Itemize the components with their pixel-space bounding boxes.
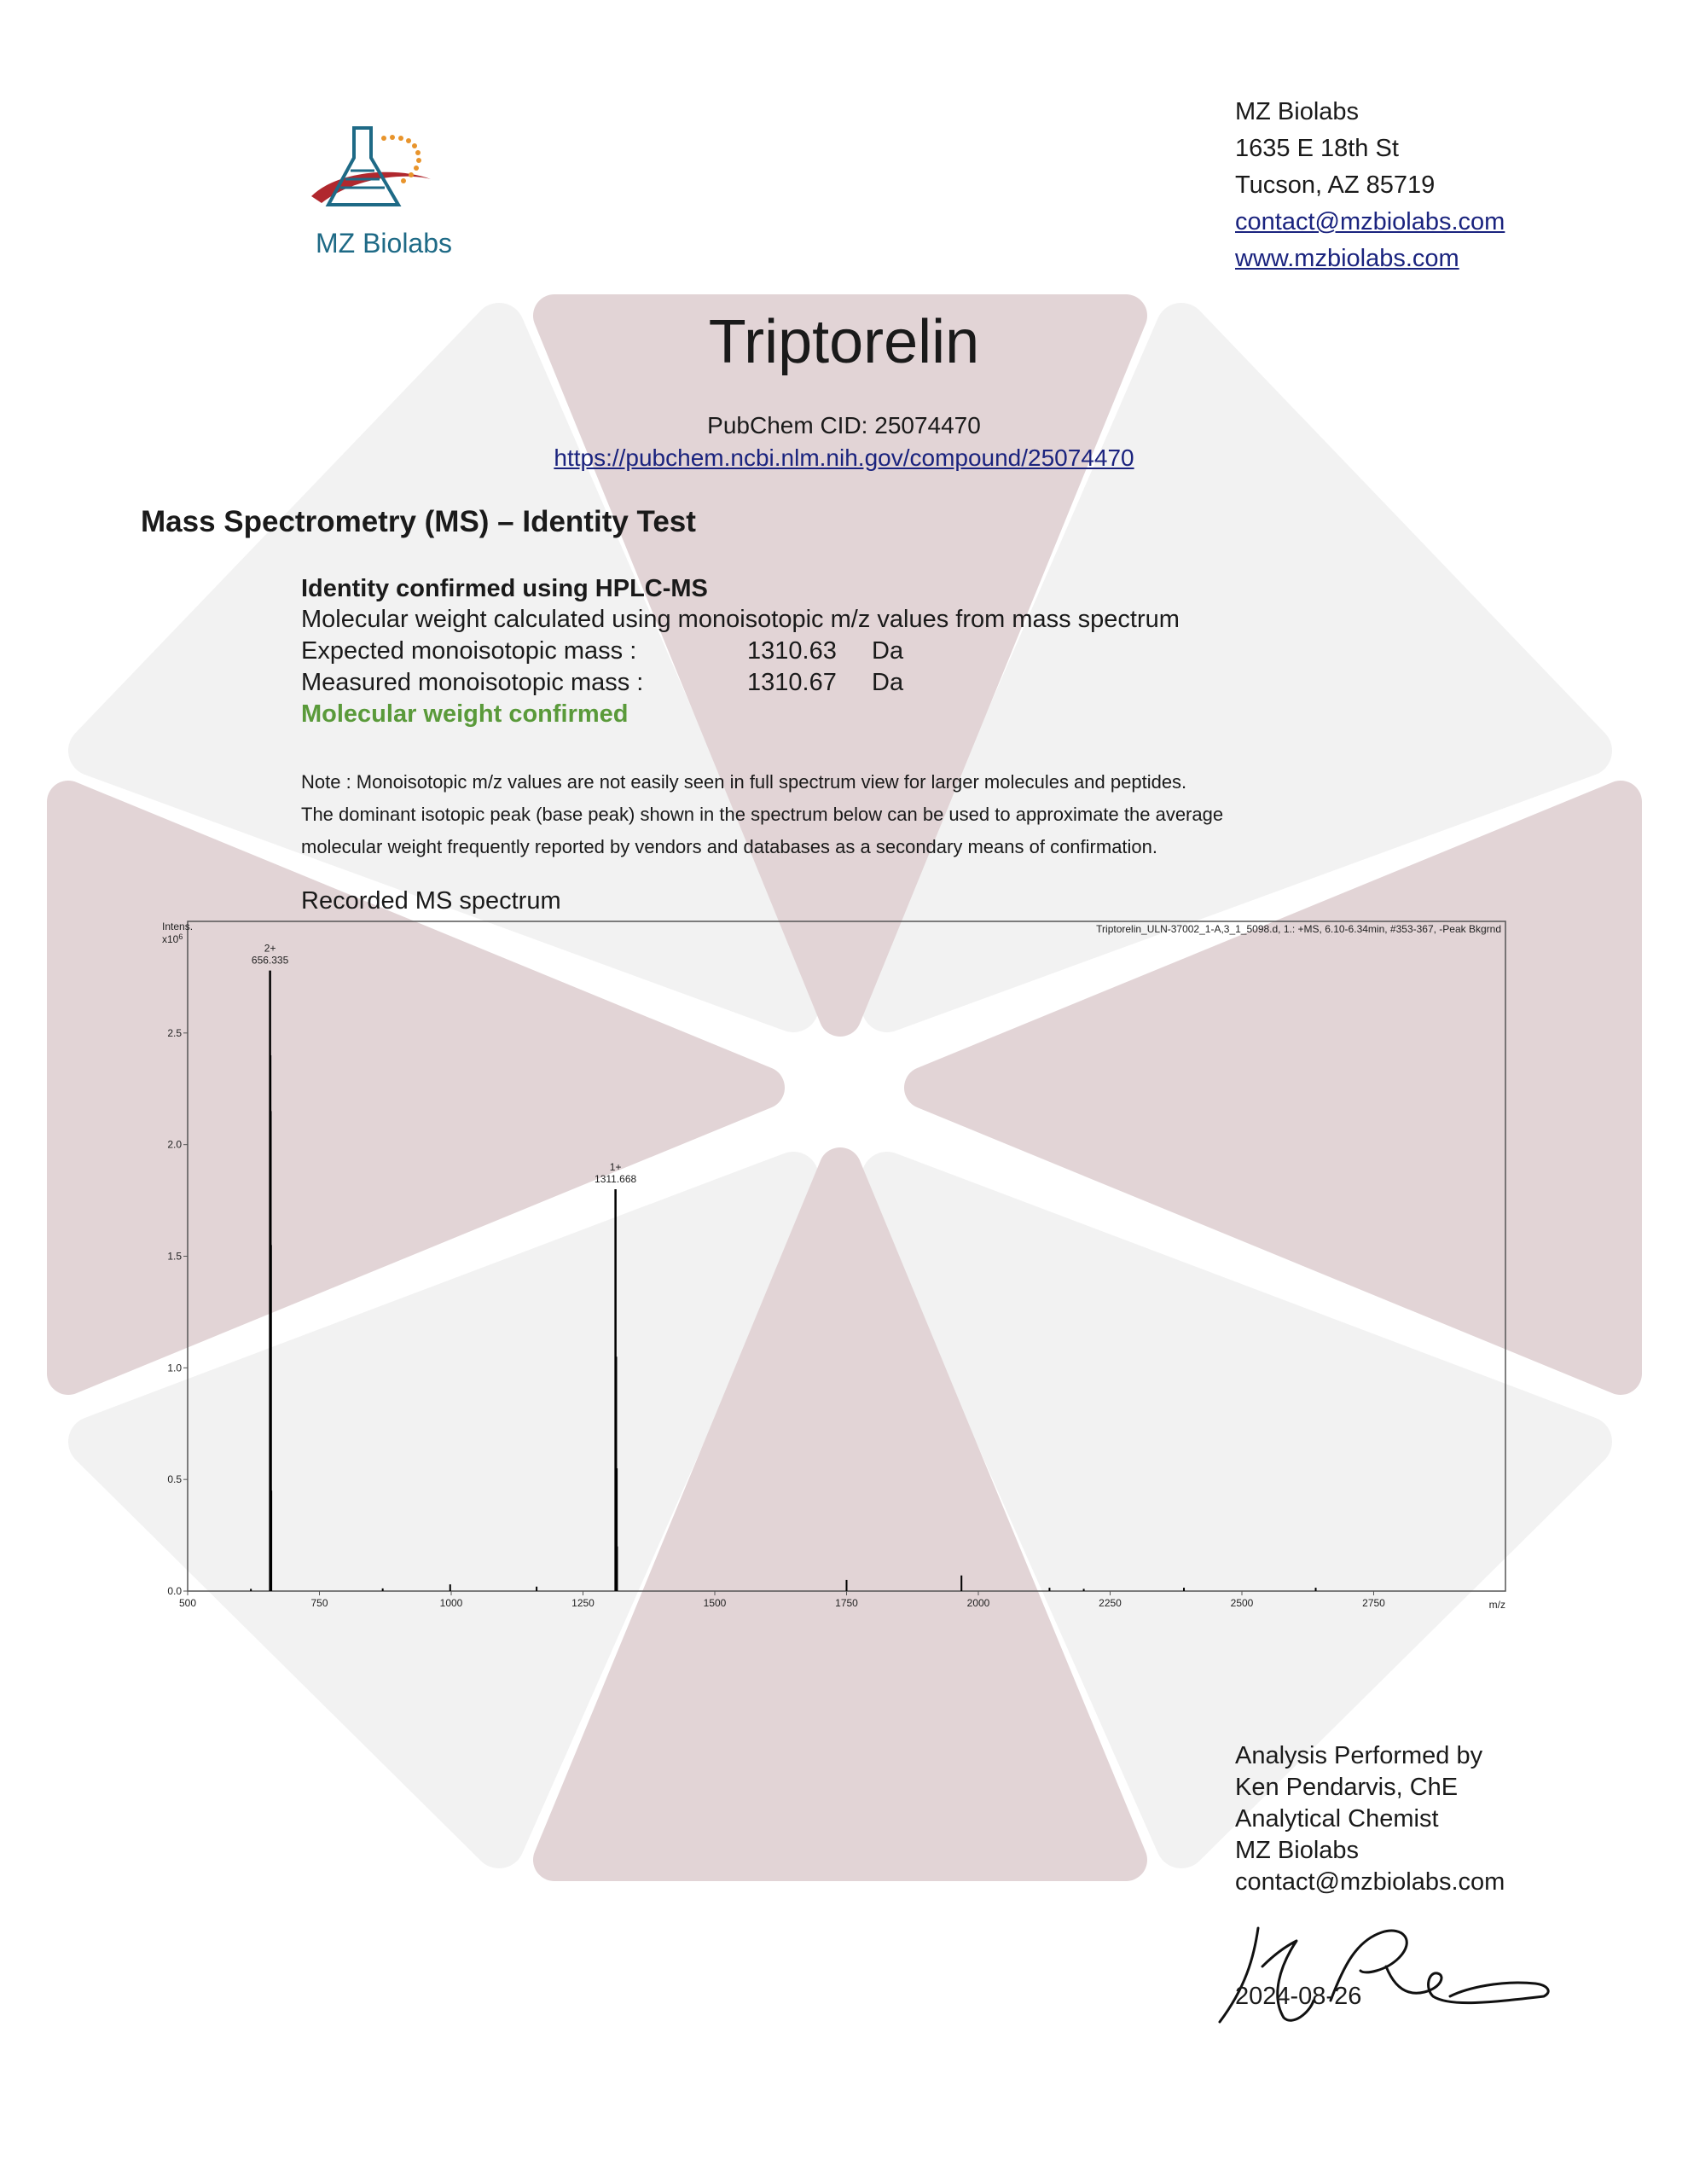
x-tick-label: 1500 [703,1597,727,1609]
y-axis-unit: $x10^6$ [162,932,183,945]
y-tick-label: 1.0 [167,1362,182,1374]
signoff-date: 2024-08-26 [1235,1983,1362,2010]
peak-mz-label: 1311.668 [595,1173,637,1185]
result-confirmed: Molecular weight confirmed [301,700,629,728]
compound-title: Triptorelin [708,308,980,376]
note-line: The dominant isotopic peak (base peak) shown in the spectrum below can be used to approximate the average [301,804,1224,825]
x-tick-label: 750 [310,1597,328,1609]
y-tick-label: 1.5 [167,1250,182,1263]
plot-frame [188,921,1505,1591]
x-axis-label: m/z [1488,1599,1505,1611]
measured-mass-label: Measured monoisotopic mass : [301,669,644,696]
y-tick-label: 2.5 [167,1026,182,1039]
x-tick-label: 1000 [439,1597,463,1609]
signoff-line: contact@mzbiolabs.com [1235,1868,1505,1896]
note-line: Note : Monoisotopic m/z values are not easily seen in full spectrum view for larger molecules and peptides. [301,771,1187,793]
x-tick-label: 2000 [966,1597,990,1609]
chart-frame [188,921,1505,1591]
x-tick-label: 1750 [835,1597,858,1609]
pubchem-cid: PubChem CID: 25074470 [707,412,981,439]
pubchem-link[interactable]: https://pubchem.ncbi.nlm.nih.gov/compound/25074470 [554,444,1134,471]
signoff-line: Analytical Chemist [1235,1805,1439,1833]
company-website-link[interactable]: www.mzbiolabs.com [1235,245,1459,272]
x-tick-label: 2250 [1099,1597,1122,1609]
signoff-line: MZ Biolabs [1235,1837,1360,1864]
measured-mass-value: 1310.67 [747,669,837,696]
peak-charge-label: 1+ [609,1161,622,1173]
y-tick-label: 0.0 [167,1585,182,1597]
address-line: MZ Biolabs [1235,98,1360,125]
logo-text: MZ Biolabs [315,228,453,258]
description-line: Molecular weight calculated using monoisotopic m/z values from mass spectrum [301,606,1180,633]
y-tick-label: 2.0 [167,1138,182,1151]
x-tick-label: 2500 [1230,1597,1254,1609]
address-line: 1635 E 18th St [1235,135,1399,162]
company-email-link[interactable]: contact@mzbiolabs.com [1235,208,1505,235]
measured-mass-unit: Da [872,669,904,696]
signature-image [1211,1907,1561,2030]
section-heading: Mass Spectrometry (MS) – Identity Test [141,505,696,538]
y-axis-label: Intens. [162,921,194,932]
x-tick-label: 1250 [571,1597,595,1609]
expected-mass-label: Expected monoisotopic mass : [301,637,637,665]
company-logo [303,119,465,264]
ms-spectrum-chart [136,917,1518,1617]
method-line: Identity confirmed using HPLC-MS [301,575,708,602]
peak-mz-label: 656.335 [251,954,289,967]
y-tick-label: 0.5 [167,1473,182,1486]
flask-logo-icon [303,119,465,222]
address-line: Tucson, AZ 85719 [1235,171,1436,199]
peak-charge-label: 2+ [264,942,276,955]
x-tick-label: 2750 [1362,1597,1385,1609]
pubchem-block [0,410,1688,474]
signoff-line: Ken Pendarvis, ChE [1235,1774,1459,1801]
company-address [1235,94,1505,277]
note-line: molecular weight frequently reported by vendors and databases as a secondary means of confirmation. [301,836,1158,857]
signoff-line: Analysis Performed by [1235,1742,1483,1769]
note-block [301,766,1410,863]
spectrum-label: Recorded MS spectrum [301,887,561,915]
x-tick-label: 500 [178,1597,197,1609]
expected-mass-unit: Da [872,637,904,665]
expected-mass-value: 1310.63 [747,637,837,665]
spectrum-title: Triptorelin_ULN-37002_1-A,3_1_5098.d, 1.: +MS, 6.10-6.34min, #353-367, -Peak Bkgrnd [1096,923,1501,935]
analyst-signoff [1235,1740,1505,1898]
